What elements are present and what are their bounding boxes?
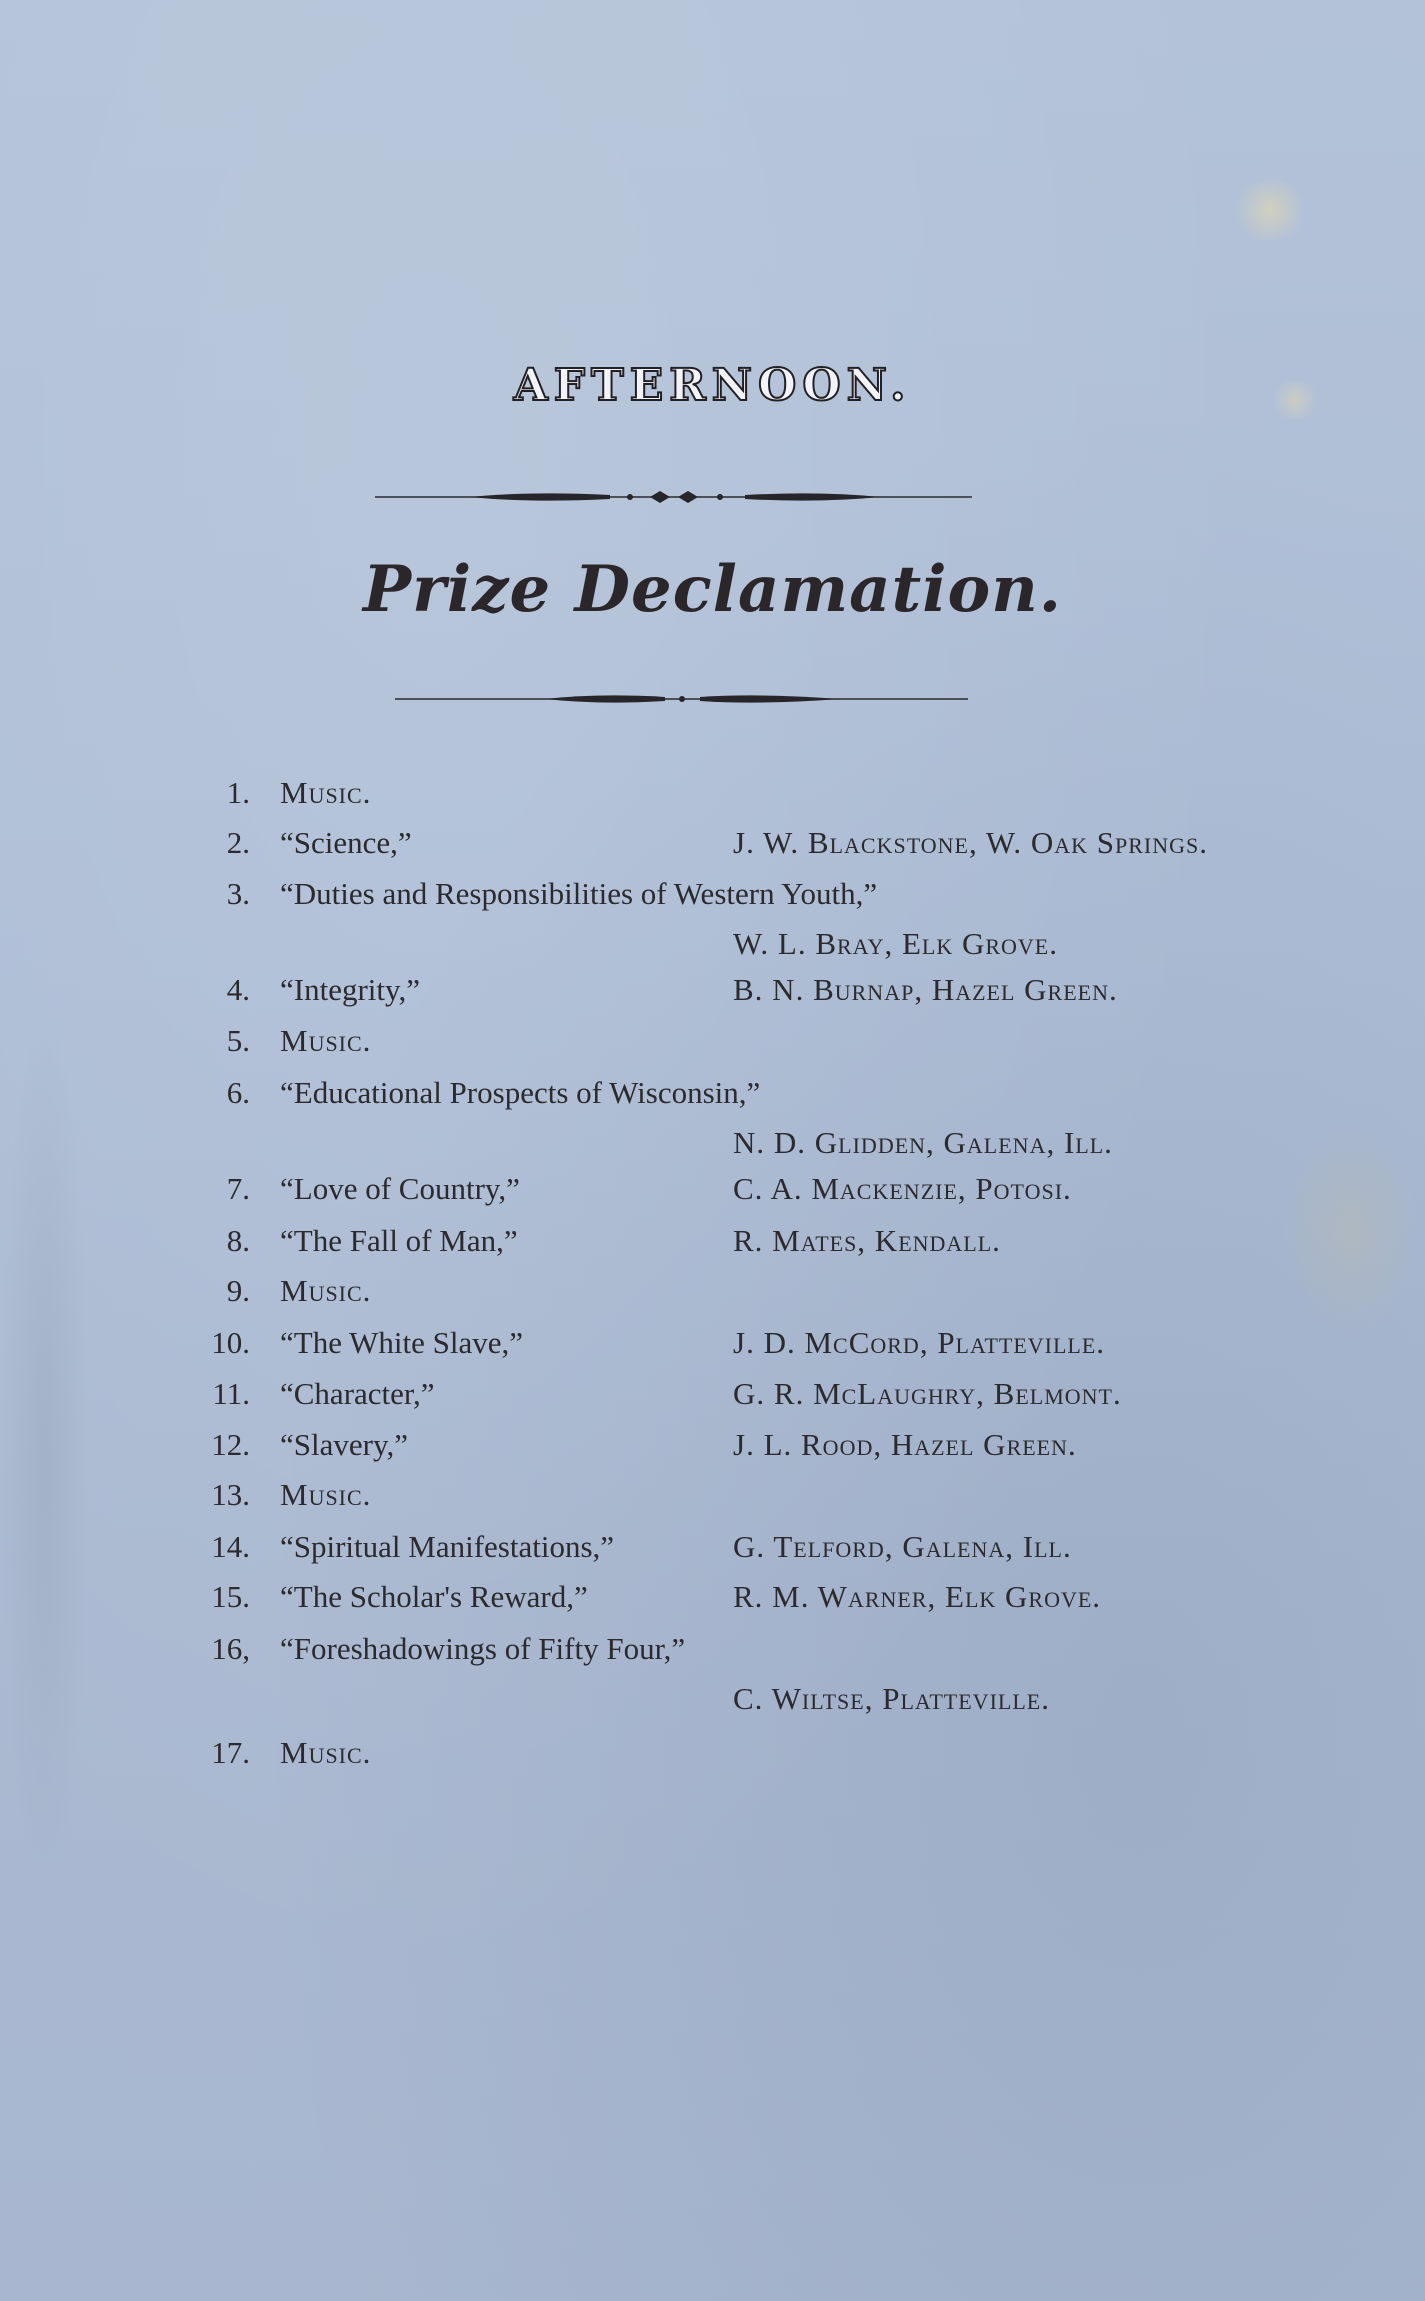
item-number: 15. xyxy=(211,1579,250,1614)
program-title: Prize Declamation. xyxy=(362,552,1063,627)
program-item-speaker-line xyxy=(0,1164,1425,1214)
speaker-name: J. W. Blackstone, W. Oak Springs. xyxy=(733,825,1208,860)
program-item-speaker-line xyxy=(0,1572,1425,1622)
item-title: Music. xyxy=(280,775,372,810)
program-item xyxy=(0,869,1425,919)
item-number: 7. xyxy=(226,1171,250,1206)
speaker-name: G. Telford, Galena, Ill. xyxy=(733,1529,1072,1564)
item-number: 9. xyxy=(226,1273,250,1308)
item-number: 8. xyxy=(226,1223,250,1258)
program-item-speaker-line xyxy=(0,1522,1425,1572)
item-number: 12. xyxy=(211,1427,250,1462)
item-title: “Spiritual Manifestations,” xyxy=(280,1529,615,1564)
item-title: “Slavery,” xyxy=(280,1427,408,1462)
item-title: “Character,” xyxy=(280,1376,435,1411)
item-number: 2. xyxy=(226,825,250,860)
program-item-speaker-line xyxy=(0,1674,1425,1724)
program-item xyxy=(0,1016,1425,1066)
program-item xyxy=(0,768,1425,818)
item-title: “Foreshadowings of Fifty Four,” xyxy=(280,1631,686,1666)
item-title: “The Fall of Man,” xyxy=(280,1223,518,1258)
item-title: “Integrity,” xyxy=(280,972,420,1007)
item-title: Music. xyxy=(280,1023,372,1058)
item-title: Music. xyxy=(280,1477,372,1512)
speaker-name: G. R. McLaughry, Belmont. xyxy=(733,1376,1122,1411)
item-title: Music. xyxy=(280,1273,372,1308)
item-number: 10. xyxy=(211,1325,250,1360)
program-item-speaker-line xyxy=(0,1369,1425,1419)
program-item xyxy=(0,1470,1425,1520)
item-title: “Science,” xyxy=(280,825,412,860)
speaker-name: W. L. Bray, Elk Grove. xyxy=(733,926,1058,961)
program-item-speaker-line xyxy=(0,1216,1425,1266)
speaker-name: R. Mates, Kendall. xyxy=(733,1223,1001,1258)
item-number: 16, xyxy=(211,1631,250,1666)
item-number: 13. xyxy=(211,1477,250,1512)
section-heading: AFTERNOON. xyxy=(513,360,912,411)
program-item-speaker-line xyxy=(0,1420,1425,1470)
speaker-name: B. N. Burnap, Hazel Green. xyxy=(733,972,1118,1007)
speaker-name: J. L. Rood, Hazel Green. xyxy=(733,1427,1077,1462)
program-item-speaker-line xyxy=(0,818,1425,868)
speaker-name: C. A. Mackenzie, Potosi. xyxy=(733,1171,1072,1206)
program-item-speaker-line xyxy=(0,965,1425,1015)
speaker-name: J. D. McCord, Platteville. xyxy=(733,1325,1106,1360)
speaker-name: R. M. Warner, Elk Grove. xyxy=(733,1579,1102,1614)
item-number: 11. xyxy=(212,1376,250,1411)
item-title: “Educational Prospects of Wisconsin,” xyxy=(280,1075,761,1110)
item-title: “Duties and Responsibilities of Western Youth,” xyxy=(280,876,878,911)
item-number: 3. xyxy=(226,876,250,911)
program-item-speaker-line xyxy=(0,1118,1425,1168)
speaker-name: N. D. Glidden, Galena, Ill. xyxy=(733,1125,1113,1160)
item-number: 6. xyxy=(226,1075,250,1110)
item-number: 5. xyxy=(226,1023,250,1058)
speaker-name: C. Wiltse, Platteville. xyxy=(733,1681,1050,1716)
program-item xyxy=(0,1728,1425,1778)
program-item-speaker-line xyxy=(0,1318,1425,1368)
program-item-speaker-line xyxy=(0,919,1425,969)
item-title: “The Scholar's Reward,” xyxy=(280,1579,588,1614)
program-item xyxy=(0,1624,1425,1674)
item-number: 1. xyxy=(226,775,250,810)
program-item xyxy=(0,1266,1425,1316)
item-number: 4. xyxy=(226,972,250,1007)
item-number: 17. xyxy=(211,1735,250,1770)
item-title: Music. xyxy=(280,1735,372,1770)
item-title: “The White Slave,” xyxy=(280,1325,524,1360)
item-title: “Love of Country,” xyxy=(280,1171,520,1206)
item-number: 14. xyxy=(211,1529,250,1564)
program-item xyxy=(0,1068,1425,1118)
